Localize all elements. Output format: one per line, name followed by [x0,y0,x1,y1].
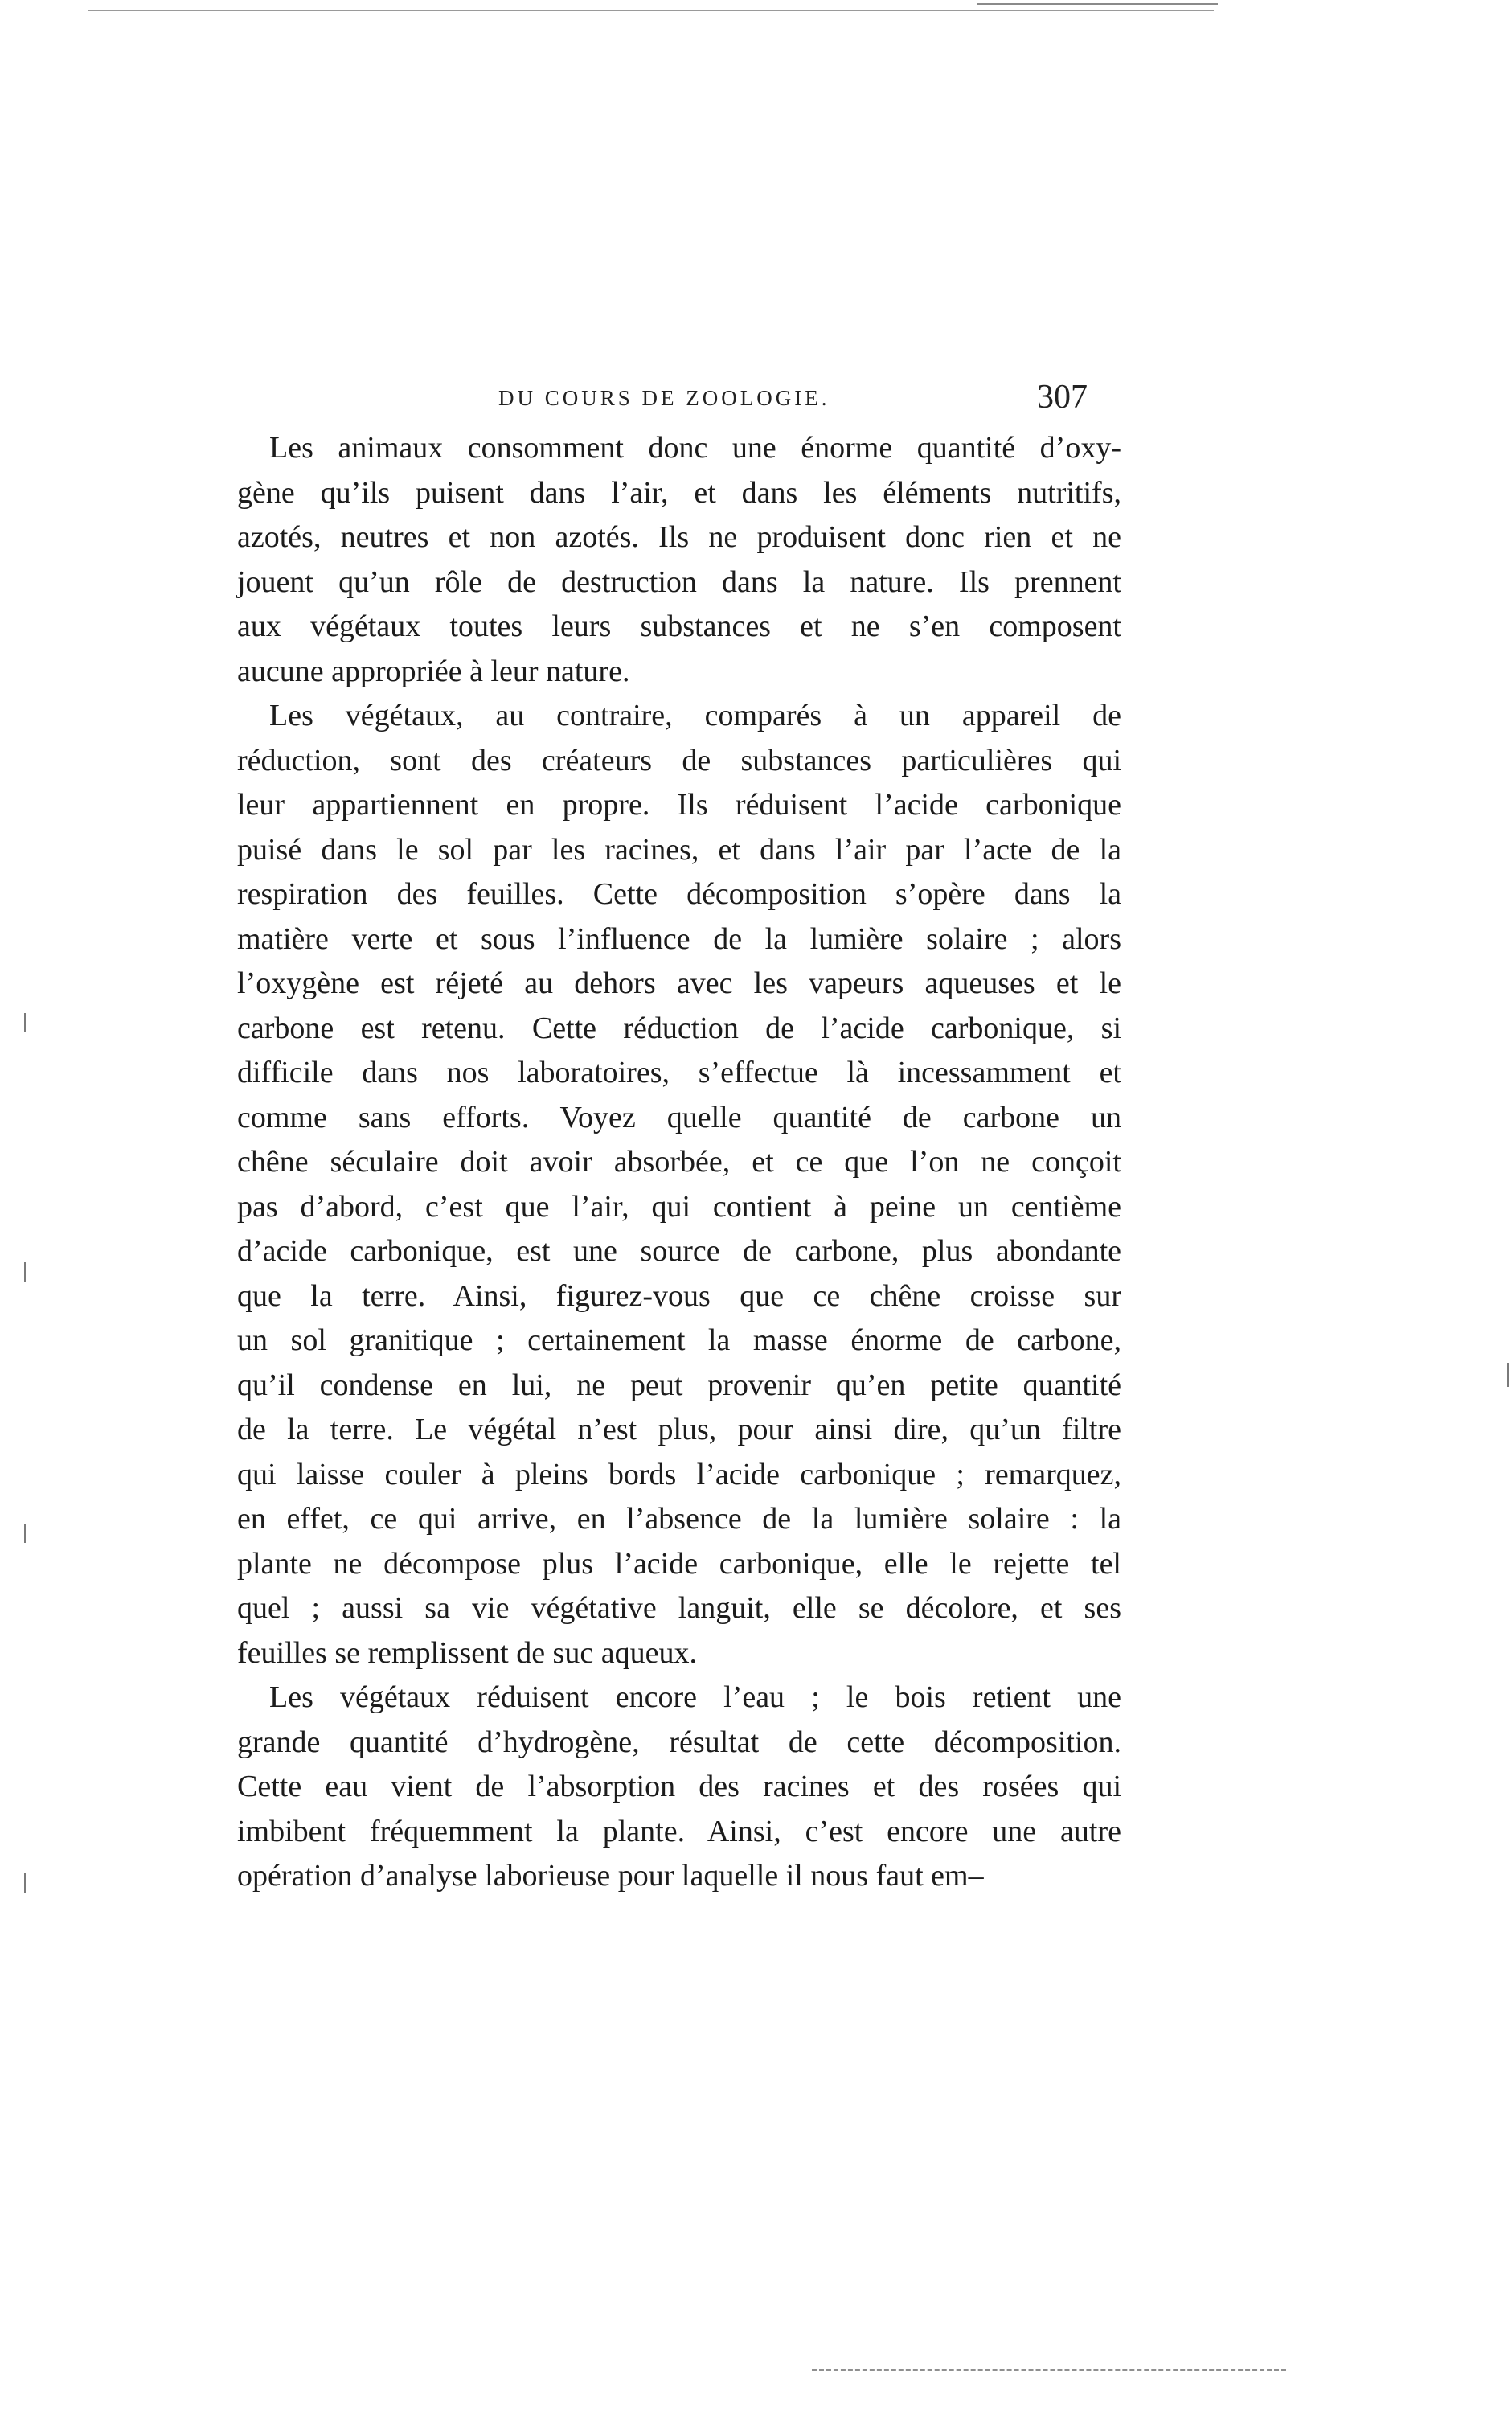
text-line: matière verte et sous l’influence de la lumière solaire ; alors [237,921,1121,956]
margin-mark [24,1524,26,1543]
scan-edge-line [977,3,1218,5]
running-head-title: DU COURS DE ZOOLOGIE. [498,386,830,410]
text-line: d’acide carbonique, est une source de carbone, plus abondante [237,1234,1121,1268]
scan-edge-line [88,10,1214,11]
margin-mark [24,1262,26,1282]
text-line: jouent qu’un rôle de destruction dans la nature. Ils prennent [237,564,1121,599]
text-line: quel ; aussi sa vie végétative languit, elle se décolore, et ses [237,1591,1121,1625]
scan-edge-dashes [812,2369,1286,2371]
margin-mark [1507,1363,1509,1387]
paragraph [237,426,1121,694]
text-line: gène qu’ils puisent dans l’air, et dans les éléments nutritifs, [237,475,1121,510]
text-line: imbibent fréquemment la plante. Ainsi, c’est encore une autre [237,1814,1121,1848]
text-line: l’oxygène est réjeté au dehors avec les vapeurs aqueuses et le [237,966,1121,1000]
text-line: réduction, sont des créateurs de substances particulières qui [237,743,1121,777]
page-number: 307 [1037,379,1088,416]
text-line: puisé dans le sol par les racines, et dans l’air par l’acte de la [237,832,1121,867]
text-line: pas d’abord, c’est que l’air, qui contient à peine un centième [237,1189,1121,1224]
text-line: Cette eau vient de l’absorption des racines et des rosées qui [237,1770,1121,1803]
text-line: grande quantité d’hydrogène, résultat de cette décomposition. [237,1725,1121,1759]
body-text [237,426,1121,1899]
text-line: un sol granitique ; certainement la masse énorme de carbone, [237,1323,1121,1357]
text-line: en effet, ce qui arrive, en l’absence de la lumière solaire : la [237,1502,1121,1536]
text-line: qui laisse couler à pleins bords l’acide carbonique ; remarquez, [237,1457,1121,1491]
text-line: de la terre. Le végétal n’est plus, pour ainsi dire, qu’un filtre [237,1413,1121,1446]
text-line: leur appartiennent en propre. Ils réduisent l’acide carbonique [237,788,1121,822]
text-line: plante ne décompose plus l’acide carbonique, elle le rejette tel [237,1546,1121,1581]
text-line: Les animaux consomment donc une énorme quantité d’oxy- [269,431,1121,465]
margin-mark [24,1873,26,1893]
paragraph [237,694,1121,1676]
text-line: carbone est retenu. Cette réduction de l’acide carbonique, si [237,1011,1121,1045]
text-line: feuilles se remplissent de suc aqueux. [237,1635,697,1670]
margin-mark [24,1013,26,1032]
paragraph [237,1676,1121,1899]
text-line: aucune appropriée à leur nature. [237,654,630,688]
text-line: Les végétaux, au contraire, comparés à un appareil de [269,699,1121,732]
text-line: qu’il condense en lui, ne peut provenir qu’en petite quantité [237,1368,1121,1402]
text-line: opération d’analyse laborieuse pour laquelle il nous faut em– [237,1859,984,1893]
text-line: aux végétaux toutes leurs substances et ne s’en composent [237,609,1121,643]
text-line: respiration des feuilles. Cette décomposition s’opère dans la [237,877,1121,911]
book-page [237,378,1121,1899]
text-line: comme sans efforts. Voyez quelle quantité de carbone un [237,1100,1121,1134]
text-line: difficile dans nos laboratoires, s’effectue là incessamment et [237,1056,1121,1089]
text-line: azotés, neutres et non azotés. Ils ne produisent donc rien et ne [237,520,1121,554]
text-line: que la terre. Ainsi, figurez-vous que ce chêne croisse sur [237,1278,1121,1313]
text-line: chêne séculaire doit avoir absorbée, et ce que l’on ne conçoit [237,1145,1121,1179]
text-line: Les végétaux réduisent encore l’eau ; le bois retient une [269,1680,1121,1714]
running-head [241,378,1121,426]
